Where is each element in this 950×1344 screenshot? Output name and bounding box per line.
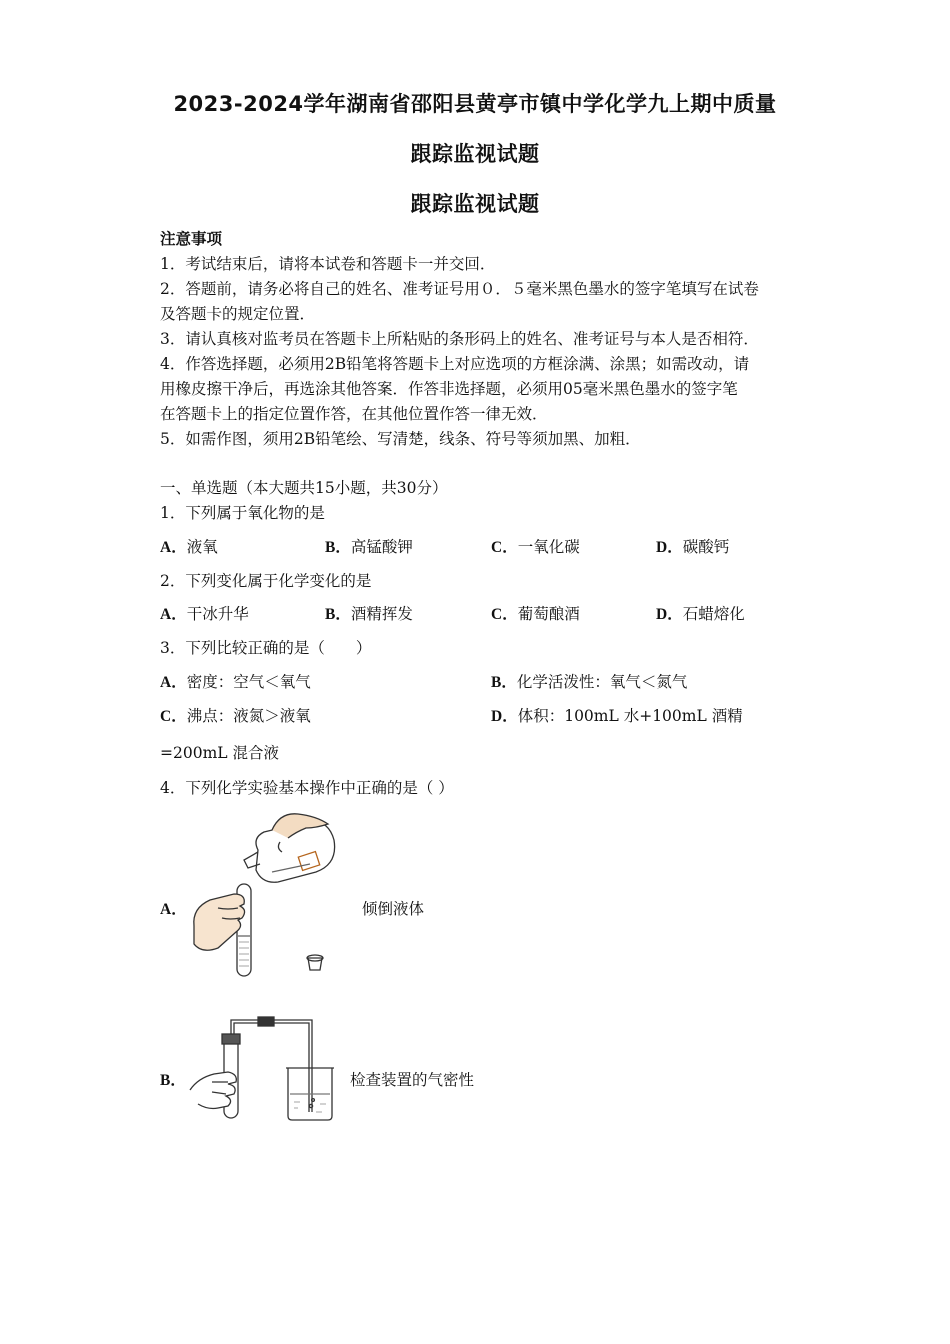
notice-item: 2．答题前，请务必将自己的姓名、准考证号用０．５毫米黑色墨水的签字笔填写在试卷 <box>160 280 759 298</box>
question-stem: 1．下列属于氧化物的是 <box>160 504 325 522</box>
pour-liquid-illustration <box>188 808 348 983</box>
option-d[interactable] <box>656 535 729 557</box>
notice-item: 在答题卡上的指定位置作答，在其他位置作答一律无效． <box>160 405 548 423</box>
option-text: 干冰升华 <box>186 605 249 623</box>
notice-item: 及答题卡的规定位置． <box>160 305 316 323</box>
option-letter: A． <box>160 674 187 691</box>
option-text: 葡萄酿酒 <box>517 605 580 623</box>
option-c[interactable] <box>160 704 311 726</box>
notice-item: 3．请认真核对监考员在答题卡上所粘贴的条形码上的姓名、准考证号与本人是否相符． <box>160 330 759 348</box>
option-letter: A． <box>160 606 187 623</box>
notice-heading: 注意事项 <box>160 229 223 248</box>
notice-item: 1．考试结束后，请将本试卷和答题卡一并交回． <box>160 255 496 273</box>
option-b-text: 检查装置的气密性 <box>350 1071 475 1089</box>
question-stem: 2．下列变化属于化学变化的是 <box>160 572 372 590</box>
option-text: 体积：100mL 水+100mL 酒精 <box>517 707 743 725</box>
exam-title-line1: 2023-2024学年湖南省邵阳县黄亭市镇中学化学九上期中质量 <box>173 92 777 116</box>
option-text: 酒精挥发 <box>350 605 413 623</box>
option-letter: B． <box>325 539 351 556</box>
option-letter: D． <box>656 606 683 623</box>
question-stem: 3．下列比较正确的是（ ） <box>160 639 372 657</box>
exam-title-line2: 跟踪监视试题 <box>410 142 540 166</box>
option-letter: C． <box>160 708 187 725</box>
option-a[interactable] <box>160 535 218 557</box>
option-text: 密度：空气＜氧气 <box>186 673 311 691</box>
option-a-text: 倾倒液体 <box>362 900 425 918</box>
option-b[interactable] <box>491 670 687 692</box>
option-b[interactable] <box>160 1068 186 1090</box>
option-b[interactable] <box>325 602 413 624</box>
option-d[interactable] <box>491 704 743 726</box>
option-text: 碳酸钙 <box>682 538 730 556</box>
notice-item: 用橡皮擦干净后，再选涂其他答案．作答非选择题，必须用05毫米黑色墨水的签字笔 <box>160 380 738 398</box>
option-text: 液氧 <box>186 538 218 556</box>
option-letter: B． <box>160 1072 186 1089</box>
notice-item: 4．作答选择题，必须用2B铅笔将答题卡上对应选项的方框涂满、涂黑；如需改动，请 <box>160 355 750 373</box>
section-title: 一、单选题（本大题共15小题，共30分） <box>160 479 448 497</box>
option-c[interactable] <box>491 535 580 557</box>
option-text: 高锰酸钾 <box>350 538 413 556</box>
option-text: 石蜡熔化 <box>682 605 745 623</box>
option-text: 一氧化碳 <box>517 538 580 556</box>
option-continuation: =200mL 混合液 <box>160 744 279 762</box>
option-letter: B． <box>325 606 351 623</box>
option-letter: C． <box>491 539 518 556</box>
option-letter: C． <box>491 606 518 623</box>
option-text: 化学活泼性：氧气＜氮气 <box>516 673 688 691</box>
option-d[interactable] <box>656 602 745 624</box>
option-a[interactable] <box>160 670 311 692</box>
option-text: 沸点：液氮＞液氧 <box>186 707 311 725</box>
option-letter: B． <box>491 674 517 691</box>
option-a[interactable] <box>160 897 187 919</box>
option-letter: D． <box>656 539 683 556</box>
exam-title-line3: 跟踪监视试题 <box>410 192 540 216</box>
airtightness-check-illustration <box>188 1012 338 1124</box>
question-stem: 4．下列化学实验基本操作中正确的是（ ） <box>160 779 454 797</box>
option-a[interactable] <box>160 602 249 624</box>
notice-item: 5．如需作图，须用2B铅笔绘、写清楚，线条、符号等须加黑、加粗． <box>160 430 641 448</box>
option-letter: A． <box>160 539 187 556</box>
option-c[interactable] <box>491 602 580 624</box>
option-letter: D． <box>491 708 518 725</box>
option-b[interactable] <box>325 535 413 557</box>
option-letter: A． <box>160 901 187 918</box>
